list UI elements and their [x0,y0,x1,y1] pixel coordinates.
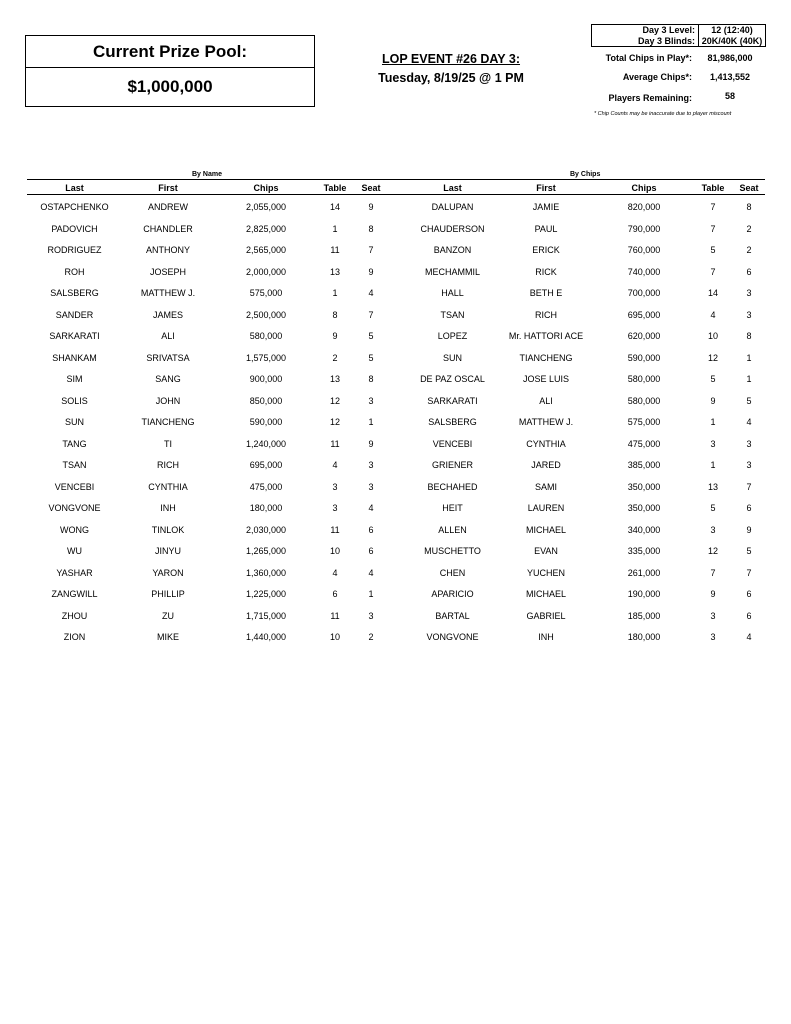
by-name-cell-seat: 6 [368,524,374,535]
by-chips-cell-seat: 8 [746,202,752,212]
by-name-cell-seat: 5 [368,352,374,363]
blinds-value: 20K/40K (40K) [701,35,763,46]
by-chips-cell-seat: 9 [746,524,752,535]
by-name-cell-last: SOLIS [61,395,88,406]
by-name-cell-seat: 4 [368,503,374,513]
by-chips-column-chips [598,197,690,649]
by-name-cell-table: 11 [330,524,340,535]
by-chips-cell-chips: 335,000 [627,546,661,556]
by-name-cell-last: WU [67,546,82,556]
by-chips-cell-first: TIANCHENG [519,352,573,363]
by-chips-cell-table: 3 [710,524,716,535]
by-name-cell-chips: 2,825,000 [245,223,287,234]
by-name-cell-last: SUN [64,417,84,427]
by-chips-cell-table: 5 [710,245,716,255]
by-chips-cell-chips: 790,000 [627,223,661,234]
by-chips-cell-seat: 7 [746,481,752,492]
by-chips-cell-first: MICHAEL [525,589,566,599]
by-name-cell-first: CHANDLER [143,223,193,234]
by-chips-cell-table: 4 [710,309,716,320]
by-chips-header-last: Last [443,183,462,193]
by-chips-column-first [500,197,592,649]
by-name-cell-table: 11 [330,438,340,449]
by-name-cell-first: MIKE [156,632,179,642]
by-name-cell-last: VONGVONE [48,503,101,513]
by-name-cell-chips: 1,715,000 [245,610,287,621]
by-chips-cell-last: SARKARATI [427,395,478,406]
by-chips-cell-table: 9 [710,395,716,406]
by-chips-cell-seat: 2 [746,245,752,255]
by-chips-cell-first: ALI [539,395,553,406]
by-name-cell-last: TANG [62,438,87,449]
by-chips-cell-table: 12 [707,546,718,556]
by-name-cell-chips: 2,000,000 [245,266,287,277]
by-chips-cell-last: DALUPAN [431,202,474,212]
by-chips-cell-table: 12 [707,352,718,363]
by-chips-column-seat [732,197,766,649]
by-chips-cell-first: EVAN [534,546,558,556]
by-name-cell-first: JOHN [155,395,181,406]
by-chips-cell-first: LAUREN [527,503,565,513]
by-chips-cell-table: 3 [710,610,716,621]
by-name-cell-seat: 9 [368,438,374,449]
by-chips-cell-first: BETH E [529,288,563,298]
by-name-cell-chips: 2,500,000 [245,309,287,320]
by-name-cell-table: 12 [329,417,340,427]
by-name-cell-table: 12 [329,395,340,406]
by-name-cell-first: TIANCHENG [141,417,195,427]
by-name-header-seat: Seat [361,183,381,193]
by-chips-cell-table: 3 [710,632,716,642]
by-chips-cell-table: 7 [710,266,716,277]
by-chips-cell-table: 5 [710,503,716,513]
by-name-cell-seat: 4 [368,288,374,298]
by-name-cell-table: 3 [332,481,338,492]
by-name-cell-first: TINLOK [151,524,185,535]
by-chips-cell-seat: 3 [746,309,752,320]
by-name-cell-table: 2 [332,352,338,363]
by-name-column-table [316,197,354,649]
by-chips-column-last [405,197,500,649]
by-name-cell-chips: 180,000 [249,503,283,513]
by-name-cell-table: 13 [329,374,340,384]
by-chips-cell-chips: 760,000 [627,245,661,255]
total-chips-label: Total Chips in Play*: [605,53,692,63]
by-chips-cell-seat: 8 [746,331,752,341]
by-chips-cell-chips: 185,000 [627,610,661,621]
by-name-cell-last: ROH [64,266,85,277]
by-name-cell-seat: 8 [368,223,374,234]
by-chips-cell-chips: 385,000 [627,460,661,470]
by-name-cell-table: 1 [332,288,338,298]
by-name-cell-seat: 3 [368,460,374,470]
by-chips-cell-chips: 475,000 [627,438,661,449]
by-chips-cell-last: HEIT [442,503,463,513]
by-name-cell-last: ZION [63,632,86,642]
by-chips-cell-table: 3 [710,438,716,449]
by-name-column-first [122,197,214,649]
by-name-cell-table: 9 [332,331,338,341]
by-chips-cell-last: SUN [442,352,462,363]
by-chips-cell-seat: 3 [746,460,752,470]
by-chips-cell-table: 10 [707,331,718,341]
by-name-cell-chips: 1,240,000 [245,438,287,449]
by-chips-cell-seat: 6 [746,589,752,599]
by-chips-cell-seat: 4 [746,632,752,642]
by-chips-cell-seat: 7 [746,567,752,578]
by-name-cell-last: ZHOU [61,610,88,621]
by-name-cell-chips: 695,000 [249,460,283,470]
by-chips-cell-table: 14 [707,288,718,298]
by-chips-cell-last: BARTAL [435,610,470,621]
event-title: LOP EVENT #26 DAY 3: [381,52,521,66]
level-labels [592,25,699,46]
by-chips-cell-seat: 3 [746,438,752,449]
level-value: 12 (12:40) [711,25,753,35]
by-name-cell-table: 4 [332,567,338,578]
by-name-cell-first: TI [164,438,172,449]
by-name-cell-seat: 1 [368,417,374,427]
by-name-cell-seat: 5 [368,331,374,341]
by-name-cell-seat: 4 [368,567,374,578]
by-name-cell-first: SANG [155,374,181,384]
by-name-cell-seat: 9 [368,202,374,212]
by-name-cell-last: YASHAR [56,567,93,578]
level-values [699,25,765,46]
by-chips-cell-table: 1 [710,460,716,470]
by-name-cell-first: PHILLIP [151,589,185,599]
by-chips-cell-first: JOSE LUIS [522,374,569,384]
by-chips-cell-chips: 820,000 [627,202,661,212]
by-name-column-seat [354,197,388,649]
by-chips-cell-first: MICHAEL [525,524,566,535]
by-chips-cell-chips: 180,000 [627,632,661,642]
by-chips-cell-first: JAMIE [532,202,560,212]
by-chips-cell-chips: 580,000 [627,374,661,384]
level-label: Day 3 Level: [642,25,695,35]
by-chips-cell-table: 7 [710,202,716,212]
by-chips-cell-last: VONGVONE [426,632,479,642]
by-name-cell-table: 13 [329,266,340,277]
prize-pool-box [25,35,315,107]
total-chips-value: 81,986,000 [707,53,753,63]
by-chips-header-table: Table [701,183,725,193]
by-name-cell-chips: 590,000 [249,417,283,427]
by-chips-cell-last: TSAN [440,309,465,320]
by-name-cell-first: YARON [152,567,184,578]
by-name-cell-last: ZANGWILL [51,589,98,599]
by-chips-cell-chips: 695,000 [627,309,661,320]
by-chips-cell-seat: 5 [746,395,752,406]
by-chips-section-label: By Chips [570,171,601,178]
by-chips-cell-last: APARICIO [431,589,474,599]
by-chips-cell-seat: 1 [746,352,752,363]
by-chips-cell-first: JARED [531,460,561,470]
event-date: Tuesday, 8/19/25 @ 1 PM [378,71,524,85]
by-chips-cell-chips: 190,000 [627,589,661,599]
by-name-cell-table: 11 [330,245,340,255]
by-chips-cell-first: CYNTHIA [526,438,566,449]
by-name-cell-first: MATTHEW J. [140,288,196,298]
by-name-cell-seat: 9 [368,266,374,277]
by-chips-cell-first: PAUL [534,223,558,234]
by-chips-column-table [694,197,732,649]
by-chips-cell-seat: 2 [746,223,752,234]
header-bottom-rule [27,194,765,195]
by-chips-cell-table: 7 [710,223,716,234]
by-name-cell-first: INH [160,503,176,513]
by-name-section-label: By Name [192,171,222,178]
prize-pool-amount: $1,000,000 [127,77,213,96]
by-name-cell-last: VENCEBI [54,481,95,492]
by-name-cell-chips: 2,055,000 [245,202,287,212]
by-name-cell-seat: 1 [368,589,374,599]
by-chips-cell-chips: 575,000 [627,417,661,427]
by-chips-cell-first: RICH [535,309,557,320]
by-chips-cell-table: 5 [710,374,716,384]
by-chips-cell-chips: 340,000 [627,524,661,535]
by-name-cell-seat: 3 [368,395,374,406]
by-chips-cell-chips: 700,000 [627,288,661,298]
by-name-cell-last: TSAN [62,460,87,470]
by-name-cell-chips: 580,000 [249,331,283,341]
table-top-rule [27,179,765,180]
by-chips-cell-seat: 1 [746,374,752,384]
by-chips-cell-first: INH [538,632,554,642]
by-name-cell-seat: 3 [368,610,374,621]
by-name-cell-chips: 900,000 [249,374,283,384]
chip-count-footnote: * Chip Counts may be inaccurate due to player miscount [594,111,732,117]
level-blinds-box [591,24,766,47]
by-chips-cell-last: MECHAMMIL [424,266,480,277]
by-name-cell-chips: 850,000 [249,395,283,406]
by-name-cell-table: 11 [330,610,340,621]
by-chips-header-first: First [536,183,556,193]
by-name-cell-first: JAMES [152,309,183,320]
by-name-cell-last: SARKARATI [49,331,100,341]
by-chips-cell-last: BANZON [433,245,472,255]
by-name-cell-chips: 1,265,000 [245,546,287,556]
by-chips-cell-chips: 590,000 [627,352,661,363]
by-chips-cell-seat: 6 [746,503,752,513]
by-name-cell-chips: 2,030,000 [245,524,287,535]
by-chips-cell-first: GABRIEL [526,610,566,621]
by-name-cell-first: JINYU [154,546,181,556]
by-name-cell-last: SANDER [55,309,94,320]
by-name-cell-last: RODRIGUEZ [47,245,102,255]
by-name-cell-first: CYNTHIA [148,481,188,492]
by-name-header-last: Last [65,183,84,193]
by-chips-cell-seat: 6 [746,610,752,621]
by-name-cell-chips: 2,565,000 [245,245,287,255]
by-name-cell-first: ANDREW [148,202,188,212]
by-name-cell-chips: 1,575,000 [245,352,287,363]
by-name-cell-chips: 1,440,000 [245,632,287,642]
by-name-cell-chips: 1,360,000 [245,567,287,578]
by-name-cell-table: 8 [332,309,338,320]
by-chips-cell-chips: 261,000 [627,567,661,578]
by-chips-cell-first: MATTHEW J. [518,417,574,427]
by-name-cell-table: 10 [329,632,340,642]
by-chips-header-seat: Seat [739,183,759,193]
by-chips-cell-chips: 350,000 [627,481,661,492]
by-chips-cell-first: YUCHEN [526,567,565,578]
by-name-cell-seat: 3 [368,481,374,492]
by-chips-cell-first: ERICK [532,245,560,255]
by-chips-cell-seat: 5 [746,546,752,556]
by-name-cell-chips: 1,225,000 [245,589,287,599]
by-name-cell-seat: 7 [368,309,374,320]
by-chips-cell-table: 13 [707,481,718,492]
by-name-cell-last: WONG [60,524,89,535]
by-chips-cell-chips: 580,000 [627,395,661,406]
by-chips-cell-last: HALL [441,288,464,298]
by-chips-cell-table: 9 [710,589,716,599]
by-chips-cell-chips: 740,000 [627,266,661,277]
by-name-cell-first: RICH [157,460,179,470]
average-chips-value: 1,413,552 [709,72,751,82]
by-chips-cell-last: CHAUDERSON [420,223,485,234]
by-name-cell-table: 10 [329,546,340,556]
by-chips-cell-chips: 620,000 [627,331,661,341]
by-chips-cell-first: SAMI [534,481,557,492]
blinds-label: Day 3 Blinds: [637,35,695,46]
by-name-cell-last: SIM [66,374,83,384]
by-chips-cell-seat: 6 [746,266,752,277]
by-name-cell-chips: 475,000 [249,481,283,492]
by-name-header-first: First [158,183,178,193]
by-chips-cell-last: BECHAHED [427,481,478,492]
players-remaining-label: Players Remaining: [608,93,692,103]
by-chips-cell-last: ALLEN [438,524,467,535]
by-chips-header-chips: Chips [631,183,657,193]
by-name-cell-table: 6 [332,589,338,599]
by-name-header-chips: Chips [253,183,279,193]
by-name-cell-table: 3 [332,503,338,513]
by-name-column-chips [220,197,312,649]
by-chips-cell-first: RICK [535,266,557,277]
by-chips-cell-last: CHEN [439,567,466,578]
by-chips-cell-last: DE PAZ OSCAL [420,374,485,384]
by-chips-cell-first: Mr. HATTORI ACE [508,331,584,341]
by-name-cell-table: 4 [332,460,338,470]
by-name-cell-last: PADOVICH [51,223,98,234]
by-name-cell-seat: 2 [368,632,374,642]
by-chips-cell-table: 1 [710,417,716,427]
by-name-cell-first: SRIVATSA [146,352,190,363]
by-name-cell-table: 1 [332,223,338,234]
by-chips-cell-last: MUSCHETTO [424,546,481,556]
by-name-cell-chips: 575,000 [249,288,283,298]
by-name-cell-last: SALSBERG [50,288,99,298]
by-name-header-table: Table [323,183,347,193]
by-name-cell-seat: 8 [368,374,374,384]
by-name-cell-first: ANTHONY [145,245,190,255]
prize-pool-title: Current Prize Pool: [26,36,314,68]
by-name-cell-last: OSTAPCHENKO [40,202,109,212]
average-chips-label: Average Chips*: [622,72,692,82]
by-name-cell-seat: 6 [368,546,374,556]
by-chips-cell-last: VENCEBI [432,438,473,449]
by-chips-cell-last: LOPEZ [437,331,468,341]
players-remaining-value: 58 [724,91,735,101]
by-name-cell-first: ZU [162,610,174,621]
by-chips-cell-table: 7 [710,567,716,578]
by-name-column-last [27,197,122,649]
by-chips-cell-last: SALSBERG [428,417,477,427]
by-name-cell-table: 14 [329,202,340,212]
by-name-cell-seat: 7 [368,245,374,255]
by-chips-cell-chips: 350,000 [627,503,661,513]
by-chips-cell-seat: 3 [746,288,752,298]
by-name-cell-first: ALI [161,331,175,341]
by-chips-cell-last: GRIENER [431,460,473,470]
by-name-cell-first: JOSEPH [149,266,186,277]
by-chips-cell-seat: 4 [746,417,752,427]
by-name-cell-last: SHANKAM [52,352,97,363]
